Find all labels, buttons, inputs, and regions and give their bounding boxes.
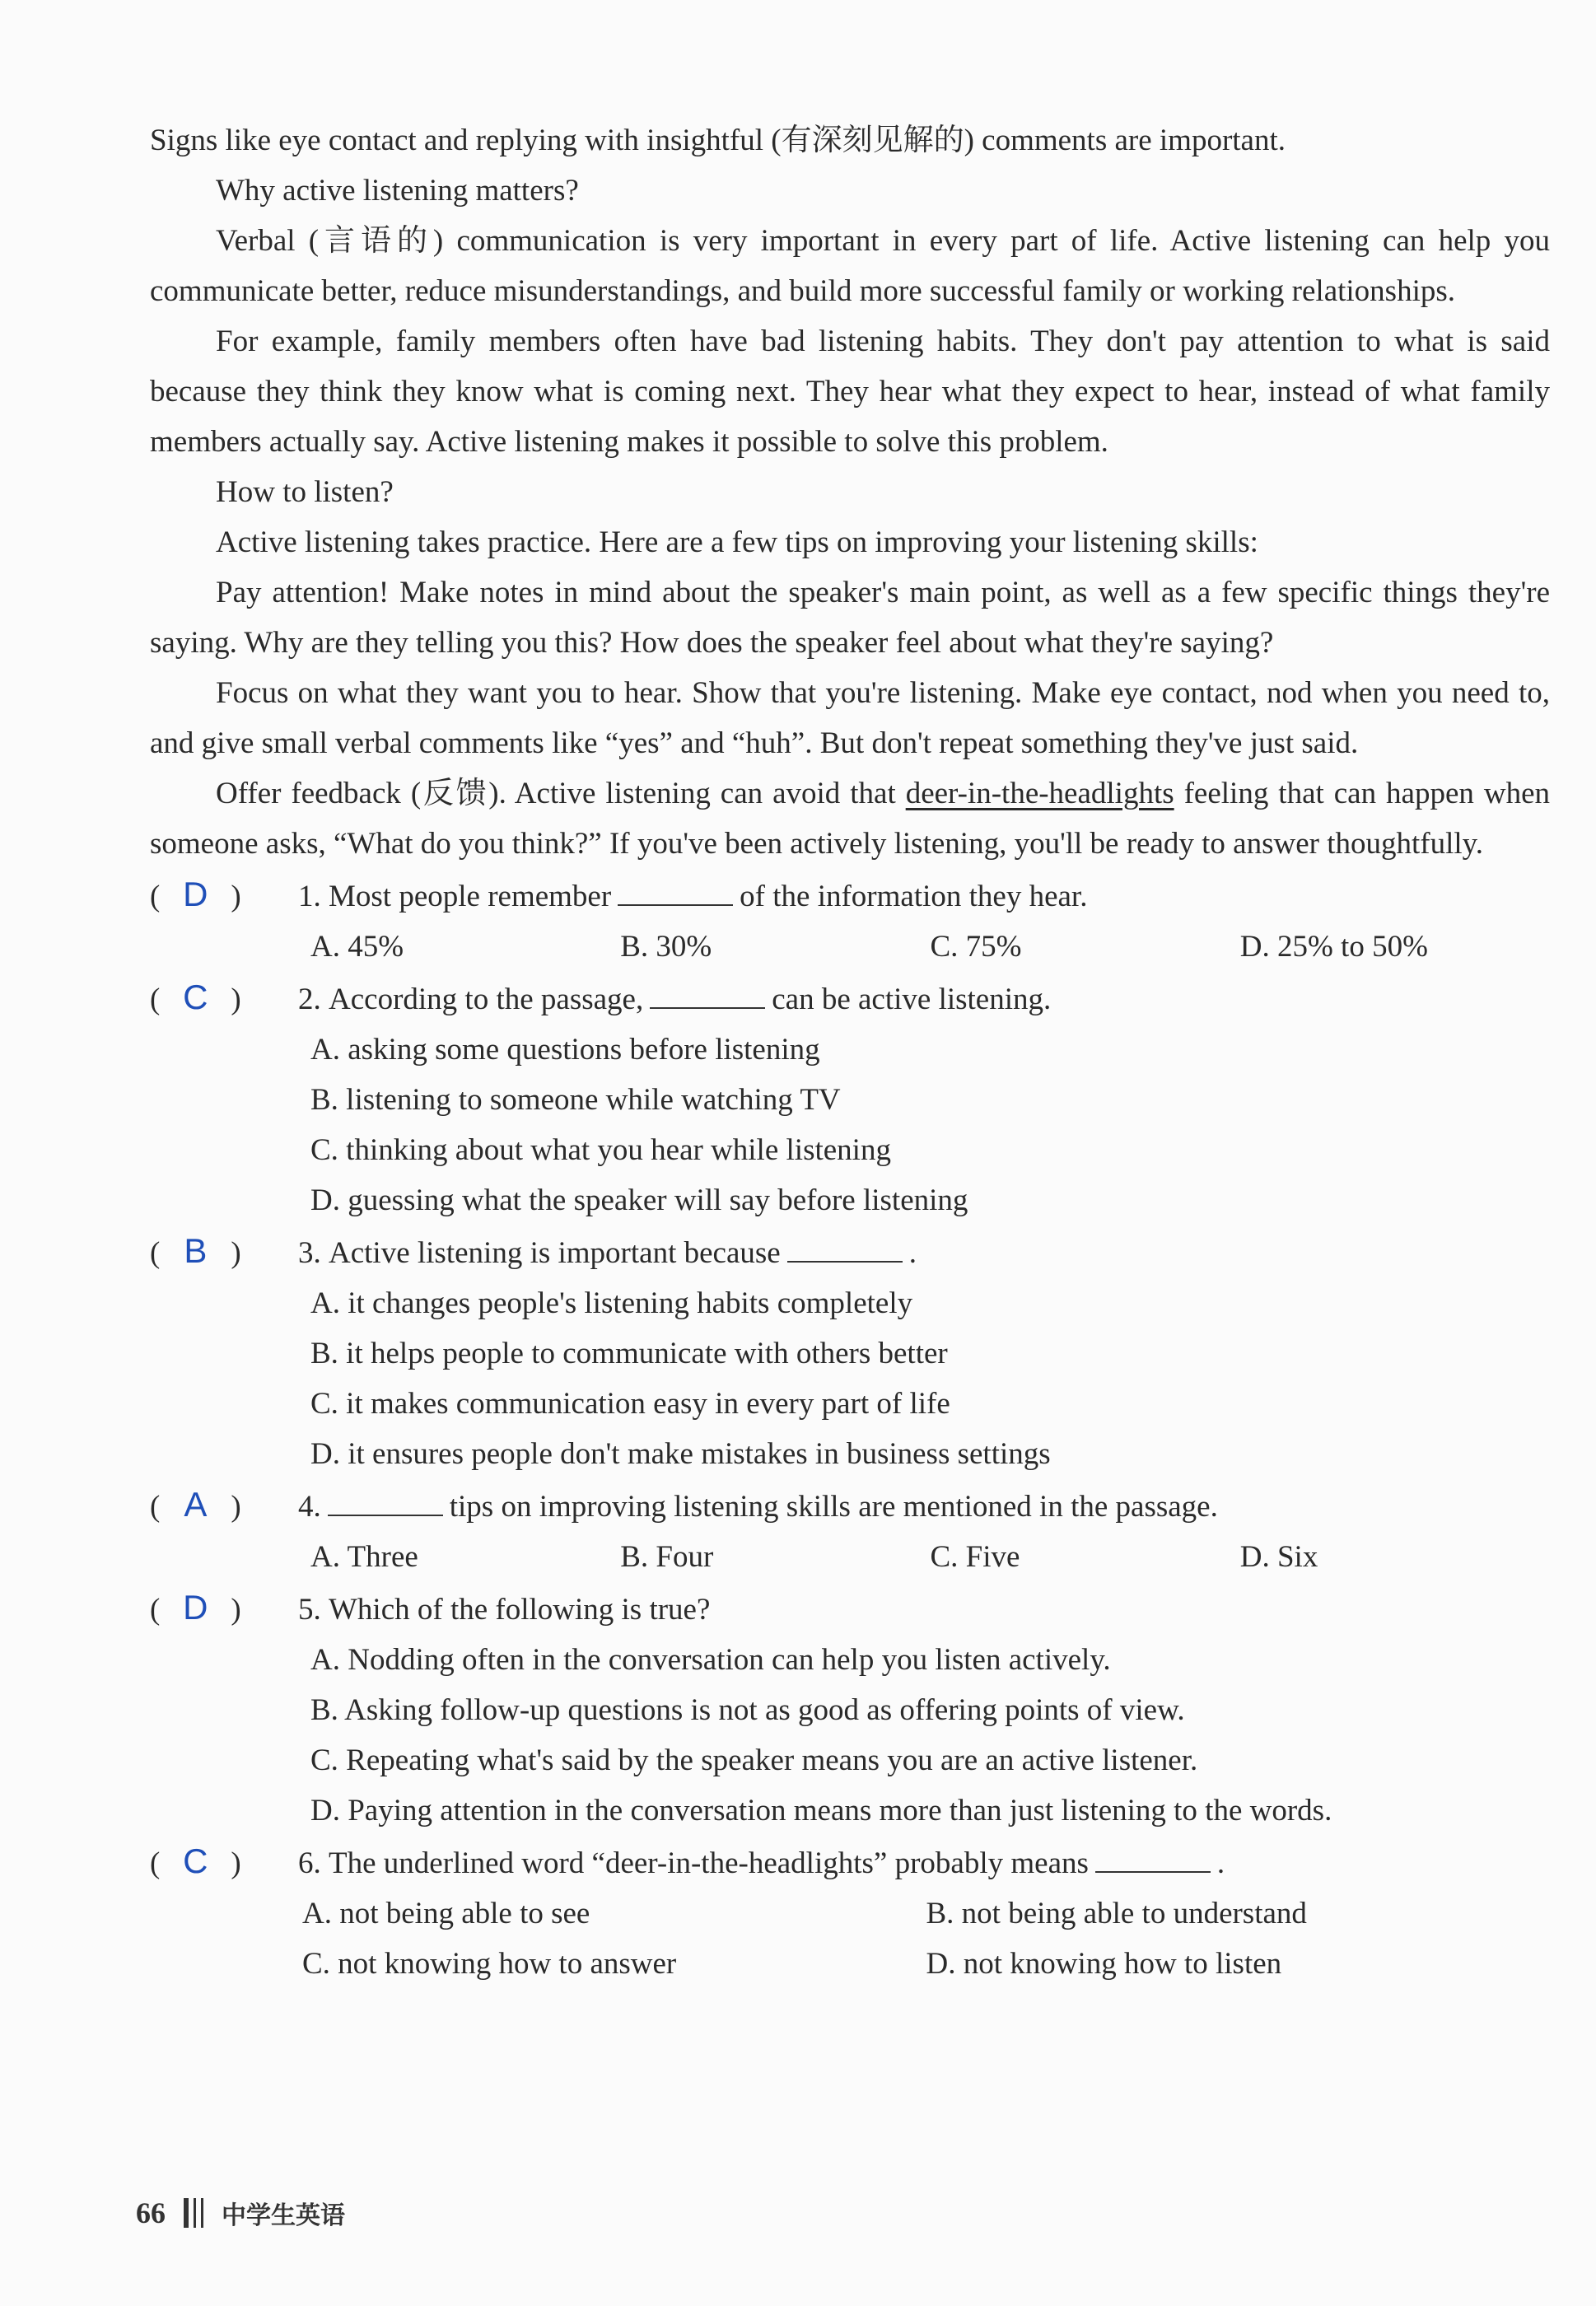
options-grid bbox=[150, 1888, 1550, 1989]
answer-bracket: ( D ) bbox=[150, 1582, 298, 1635]
question-stem-after: can be active listening. bbox=[772, 983, 1052, 1016]
question-4 bbox=[150, 1479, 1550, 1532]
option-b: B. Four bbox=[620, 1540, 714, 1574]
option-b: B. listening to someone while watching TV bbox=[310, 1083, 841, 1117]
answer-bracket: ( C ) bbox=[150, 972, 298, 1025]
question-1 bbox=[150, 869, 1550, 922]
question-2 bbox=[150, 972, 1550, 1025]
option-a: A. 45% bbox=[310, 930, 404, 964]
option-a: A. Nodding often in the conversation can help you listen actively. bbox=[310, 1643, 1111, 1677]
option-b: B. not being able to understand bbox=[926, 1897, 1307, 1930]
question-3 bbox=[150, 1225, 1550, 1278]
question-number: 3. bbox=[298, 1236, 321, 1270]
question-stem-after: . bbox=[1216, 1846, 1225, 1880]
option-c: C. 75% bbox=[930, 930, 1022, 964]
option-b: B. Asking follow-up questions is not as good as offering points of view. bbox=[310, 1693, 1185, 1727]
option-c: C. Five bbox=[930, 1540, 1020, 1574]
p7-text-before: Offer feedback (反馈). Active listening can avoid that bbox=[216, 777, 906, 810]
question-stem: Which of the following is true? bbox=[329, 1593, 711, 1627]
passage-paragraph-6: Focus on what they want you to hear. Show that you're listening. Make eye contact, nod when you need to, and give small verbal comments like “yes” and “huh”. But don't repeat something they've just said. bbox=[150, 676, 1550, 760]
option-d: D. guessing what the speaker will say before listening bbox=[310, 1183, 968, 1217]
answer-bracket: ( A ) bbox=[150, 1479, 298, 1532]
heading-how-to-listen: How to listen? bbox=[216, 475, 394, 509]
passage-paragraph-7 bbox=[150, 768, 1550, 869]
option-d: D. Six bbox=[1239, 1540, 1318, 1574]
passage-paragraph-2: Verbal (言语的) communication is very important in every part of life. Active listening can help you communicate better, reduce misunderstandings, and build more successful family or working relationships. bbox=[150, 224, 1550, 308]
answer-blank bbox=[328, 1490, 443, 1516]
question-stem-before: Active listening is important because bbox=[329, 1236, 781, 1270]
answer-letter: D bbox=[183, 1588, 208, 1627]
option-d: D. it ensures people don't make mistakes in business settings bbox=[310, 1437, 1051, 1471]
question-stem-after: tips on improving listening skills are mentioned in the passage. bbox=[449, 1490, 1218, 1524]
page-footer bbox=[136, 2195, 345, 2231]
question-stem-before: According to the passage, bbox=[329, 983, 644, 1016]
question-number: 4. bbox=[298, 1490, 321, 1524]
question-6 bbox=[150, 1836, 1550, 1888]
answer-letter: C bbox=[183, 1842, 208, 1880]
question-number: 5. bbox=[298, 1593, 321, 1627]
reading-content bbox=[150, 115, 1550, 1989]
options-row bbox=[150, 1532, 1550, 1582]
answer-letter: D bbox=[183, 875, 208, 913]
heading-why-active-listening: Why active listening matters? bbox=[216, 174, 579, 208]
question-5 bbox=[150, 1582, 1550, 1635]
option-c: C. thinking about what you hear while listening bbox=[310, 1133, 891, 1167]
answer-blank bbox=[650, 983, 765, 1009]
answer-blank bbox=[1095, 1846, 1211, 1873]
answer-blank bbox=[787, 1236, 903, 1263]
passage-paragraph-3: For example, family members often have bad listening habits. They don't pay attention to what is said because they think they know what is coming next. They hear what they expect to hear, instead of what family members actually say. Active listening makes it possible to solve this problem. bbox=[150, 324, 1550, 459]
option-c: C. Repeating what's said by the speaker means you are an active listener. bbox=[310, 1744, 1198, 1777]
option-a: A. it changes people's listening habits completely bbox=[310, 1286, 913, 1320]
divider-bars-icon bbox=[184, 2198, 203, 2228]
option-b: B. it helps people to communicate with others better bbox=[310, 1337, 948, 1370]
answer-letter: B bbox=[184, 1231, 208, 1270]
journal-name: 中学生英语 bbox=[222, 2201, 345, 2230]
answer-blank bbox=[618, 880, 733, 906]
question-stem-before: The underlined word “deer-in-the-headlights” probably means bbox=[329, 1846, 1089, 1880]
underlined-word: deer-in-the-headlights bbox=[905, 777, 1174, 810]
options-row bbox=[150, 922, 1550, 972]
page-number: 66 bbox=[136, 2196, 166, 2229]
option-d: D. 25% to 50% bbox=[1239, 930, 1428, 964]
answer-bracket: ( D ) bbox=[150, 869, 298, 922]
option-a: A. Three bbox=[310, 1540, 418, 1574]
question-number: 1. bbox=[298, 880, 321, 913]
answer-letter: A bbox=[184, 1485, 208, 1524]
question-stem-before: Most people remember bbox=[329, 880, 612, 913]
question-stem-after: . bbox=[908, 1236, 917, 1270]
passage-paragraph-5: Pay attention! Make notes in mind about the speaker's main point, as well as a few specific things they're saying. Why are they telling you this? How does the speaker feel about what they're saying? bbox=[150, 576, 1550, 660]
p7-text-after: feeling that can happen when someone asks, “What do you think?” If you've been actively listening, you'll be ready to answer thoughtfully. bbox=[150, 777, 1550, 861]
option-d: D. not knowing how to listen bbox=[926, 1947, 1282, 1981]
option-c: C. it makes communication easy in every part of life bbox=[310, 1387, 950, 1421]
option-c: C. not knowing how to answer bbox=[302, 1947, 677, 1981]
option-a: A. not being able to see bbox=[302, 1897, 590, 1930]
answer-letter: C bbox=[183, 978, 208, 1016]
passage-paragraph-1: Signs like eye contact and replying with insightful (有深刻见解的) comments are important. bbox=[150, 124, 1286, 157]
option-d: D. Paying attention in the conversation means more than just listening to the words. bbox=[310, 1794, 1332, 1828]
question-number: 2. bbox=[298, 983, 321, 1016]
option-a: A. asking some questions before listening bbox=[310, 1033, 820, 1067]
answer-bracket: ( C ) bbox=[150, 1836, 298, 1888]
question-stem-after: of the information they hear. bbox=[740, 880, 1088, 913]
passage-paragraph-4: Active listening takes practice. Here are a few tips on improving your listening skills: bbox=[216, 525, 1258, 559]
option-b: B. 30% bbox=[620, 930, 712, 964]
answer-bracket: ( B ) bbox=[150, 1225, 298, 1278]
question-number: 6. bbox=[298, 1846, 321, 1880]
